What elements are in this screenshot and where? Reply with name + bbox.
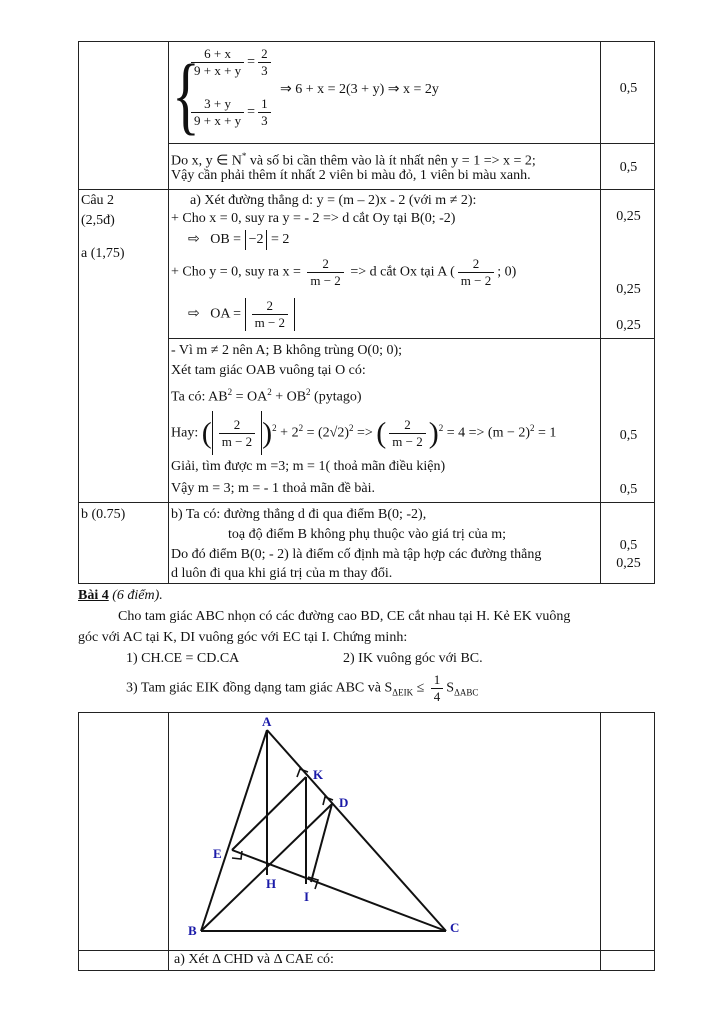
row3-line3: ⇨ OB = −2 = 2 <box>188 230 289 250</box>
row2-line2: Vậy cần phải thêm ít nhất 2 viên bi màu đỏ, 1 viên bi màu xanh. <box>171 168 531 183</box>
score-row4-2: 0,5 <box>619 482 638 497</box>
score-row3-3: 0,25 <box>616 318 641 333</box>
side-ac <box>267 730 446 931</box>
label-c: C <box>450 920 460 935</box>
table2-top-border <box>78 712 654 713</box>
label-i: I <box>304 889 310 904</box>
score-row4-1: 0,5 <box>619 428 638 443</box>
table1-row4-divider <box>78 502 654 503</box>
table2-row-divider <box>78 950 654 951</box>
bai4-item1: 1) CH.CE = CD.CA <box>126 651 240 666</box>
bai4-item2: 2) IK vuông góc với BC. <box>343 651 483 666</box>
table1-col2-divider <box>600 41 601 584</box>
row5-line3: Do đó điểm B(0; - 2) là điểm cố định mà tập hợp các đường thẳng <box>171 547 542 562</box>
question-label: Câu 2 <box>81 193 115 208</box>
table2-col2-divider <box>600 712 601 971</box>
label-k: K <box>313 767 324 782</box>
label-b: B <box>188 923 197 938</box>
row4-line5: Giải, tìm được m =3; m = 1( thoả mãn điều kiện) <box>171 459 446 474</box>
table1-row1-divider <box>168 143 654 144</box>
row3-line4: + Cho y = 0, suy ra x = $\frac{2}{m - 2}$ => d cắt Ox tại A ( $\frac{2}{m - 2}$ ; 0) <box>171 256 517 288</box>
label-a: A <box>262 714 272 729</box>
row3-line2: + Cho x = 0, suy ra y = - 2 => d cắt Oy tại B(0; -2) <box>171 211 456 226</box>
bai4-heading: Bài 4 (6 điểm). <box>78 588 163 603</box>
table1-col1-divider <box>168 41 169 584</box>
table2-col1-divider <box>168 712 169 971</box>
side-ab <box>201 730 267 931</box>
row3-line1: a) Xét đường thẳng d: y = (m – 2)x - 2 (với m ≠ 2): <box>190 193 477 208</box>
score-row5-1: 0,5 <box>619 538 638 553</box>
row4-line2: Xét tam giác OAB vuông tại O có: <box>171 363 366 378</box>
system-brace: { <box>172 46 200 144</box>
part-a-points: a (1,75) <box>81 246 125 261</box>
segment-ce <box>232 850 446 931</box>
segment-di <box>311 804 332 882</box>
table1-row2-divider <box>78 189 654 190</box>
score-row2: 0,5 <box>619 160 638 175</box>
bai4-item3: 3) Tam giác EIK đồng dạng tam giác ABC và $S_{\Delta EIK}$ ≤ $\frac{1}{4}$ $S_{\Delta ABC}$ <box>126 672 479 704</box>
label-e: E <box>213 846 222 861</box>
table2-bottom-border <box>78 970 654 971</box>
system-equation-1: $\frac{6 + x}{9 + x + y}$ = $\frac{2}{3}$ <box>188 46 274 79</box>
row3-line5: ⇨ OA = $\frac{2}{m - 2}$ <box>188 298 295 331</box>
bai4-paragraph-line1: Cho tam giác ABC nhọn có các đường cao BD, CE cắt nhau tại H. Kẻ EK vuông <box>118 609 571 624</box>
row5-line4: d luôn đi qua khi giá trị của m thay đổi. <box>171 566 393 581</box>
table1-right-border <box>654 41 655 584</box>
system-equation-2: $\frac{3 + y}{9 + x + y}$ = $\frac{1}{3}$ <box>188 96 274 129</box>
table1-left-border <box>78 41 79 584</box>
score-row1: 0,5 <box>619 81 638 96</box>
part-b-points: b (0.75) <box>81 507 126 522</box>
score-row5-2: 0,25 <box>616 556 641 571</box>
row2-line1: Do x, y ∈ N* và số bi cần thêm vào là ít nhất nên y = 1 => x = 2; <box>171 151 536 169</box>
table2-last-row-text: a) Xét Δ CHD và Δ CAE có: <box>174 952 334 967</box>
triangle-diagram <box>170 714 598 948</box>
table2-left-border <box>78 712 79 971</box>
score-row3-1: 0,25 <box>616 209 641 224</box>
row5-line2: toạ độ điểm B không phụ thuộc vào giá trị của m; <box>228 527 507 542</box>
score-row3-2: 0,25 <box>616 282 641 297</box>
table2-right-border <box>654 712 655 971</box>
label-h: H <box>266 876 277 891</box>
system-implication: ⇒ 6 + x = 2(3 + y) ⇒ x = 2y <box>280 82 439 97</box>
table1-row3-divider <box>168 338 654 339</box>
label-d: D <box>339 795 349 810</box>
row4-line3: Ta có: $AB^2 = OA^2 + OB^2$ (pytago) <box>171 387 362 405</box>
question-points: (2,5đ) <box>81 213 115 228</box>
row4-line6: Vậy m = 3; m = - 1 thoả mãn đề bài. <box>171 481 375 496</box>
row4-line1: - Vì m ≠ 2 nên A; B không trùng O(0; 0); <box>171 343 403 358</box>
bai4-paragraph-line2: góc với AC tại K, DI vuông góc với EC tại I. Chứng minh: <box>78 630 408 645</box>
row4-equation: Hay: ( $\frac{2}{m - 2}$ )$^2 + 2^2 = (2√2)^2$ => ( $\frac{2}{m - 2}$ )$^2 = 4 => (m - 2)^2 = 1$ <box>171 406 556 456</box>
row5-line1: b) Ta có: đường thẳng d đi qua điểm B(0; -2), <box>171 507 427 522</box>
table1-top-border <box>78 41 654 42</box>
